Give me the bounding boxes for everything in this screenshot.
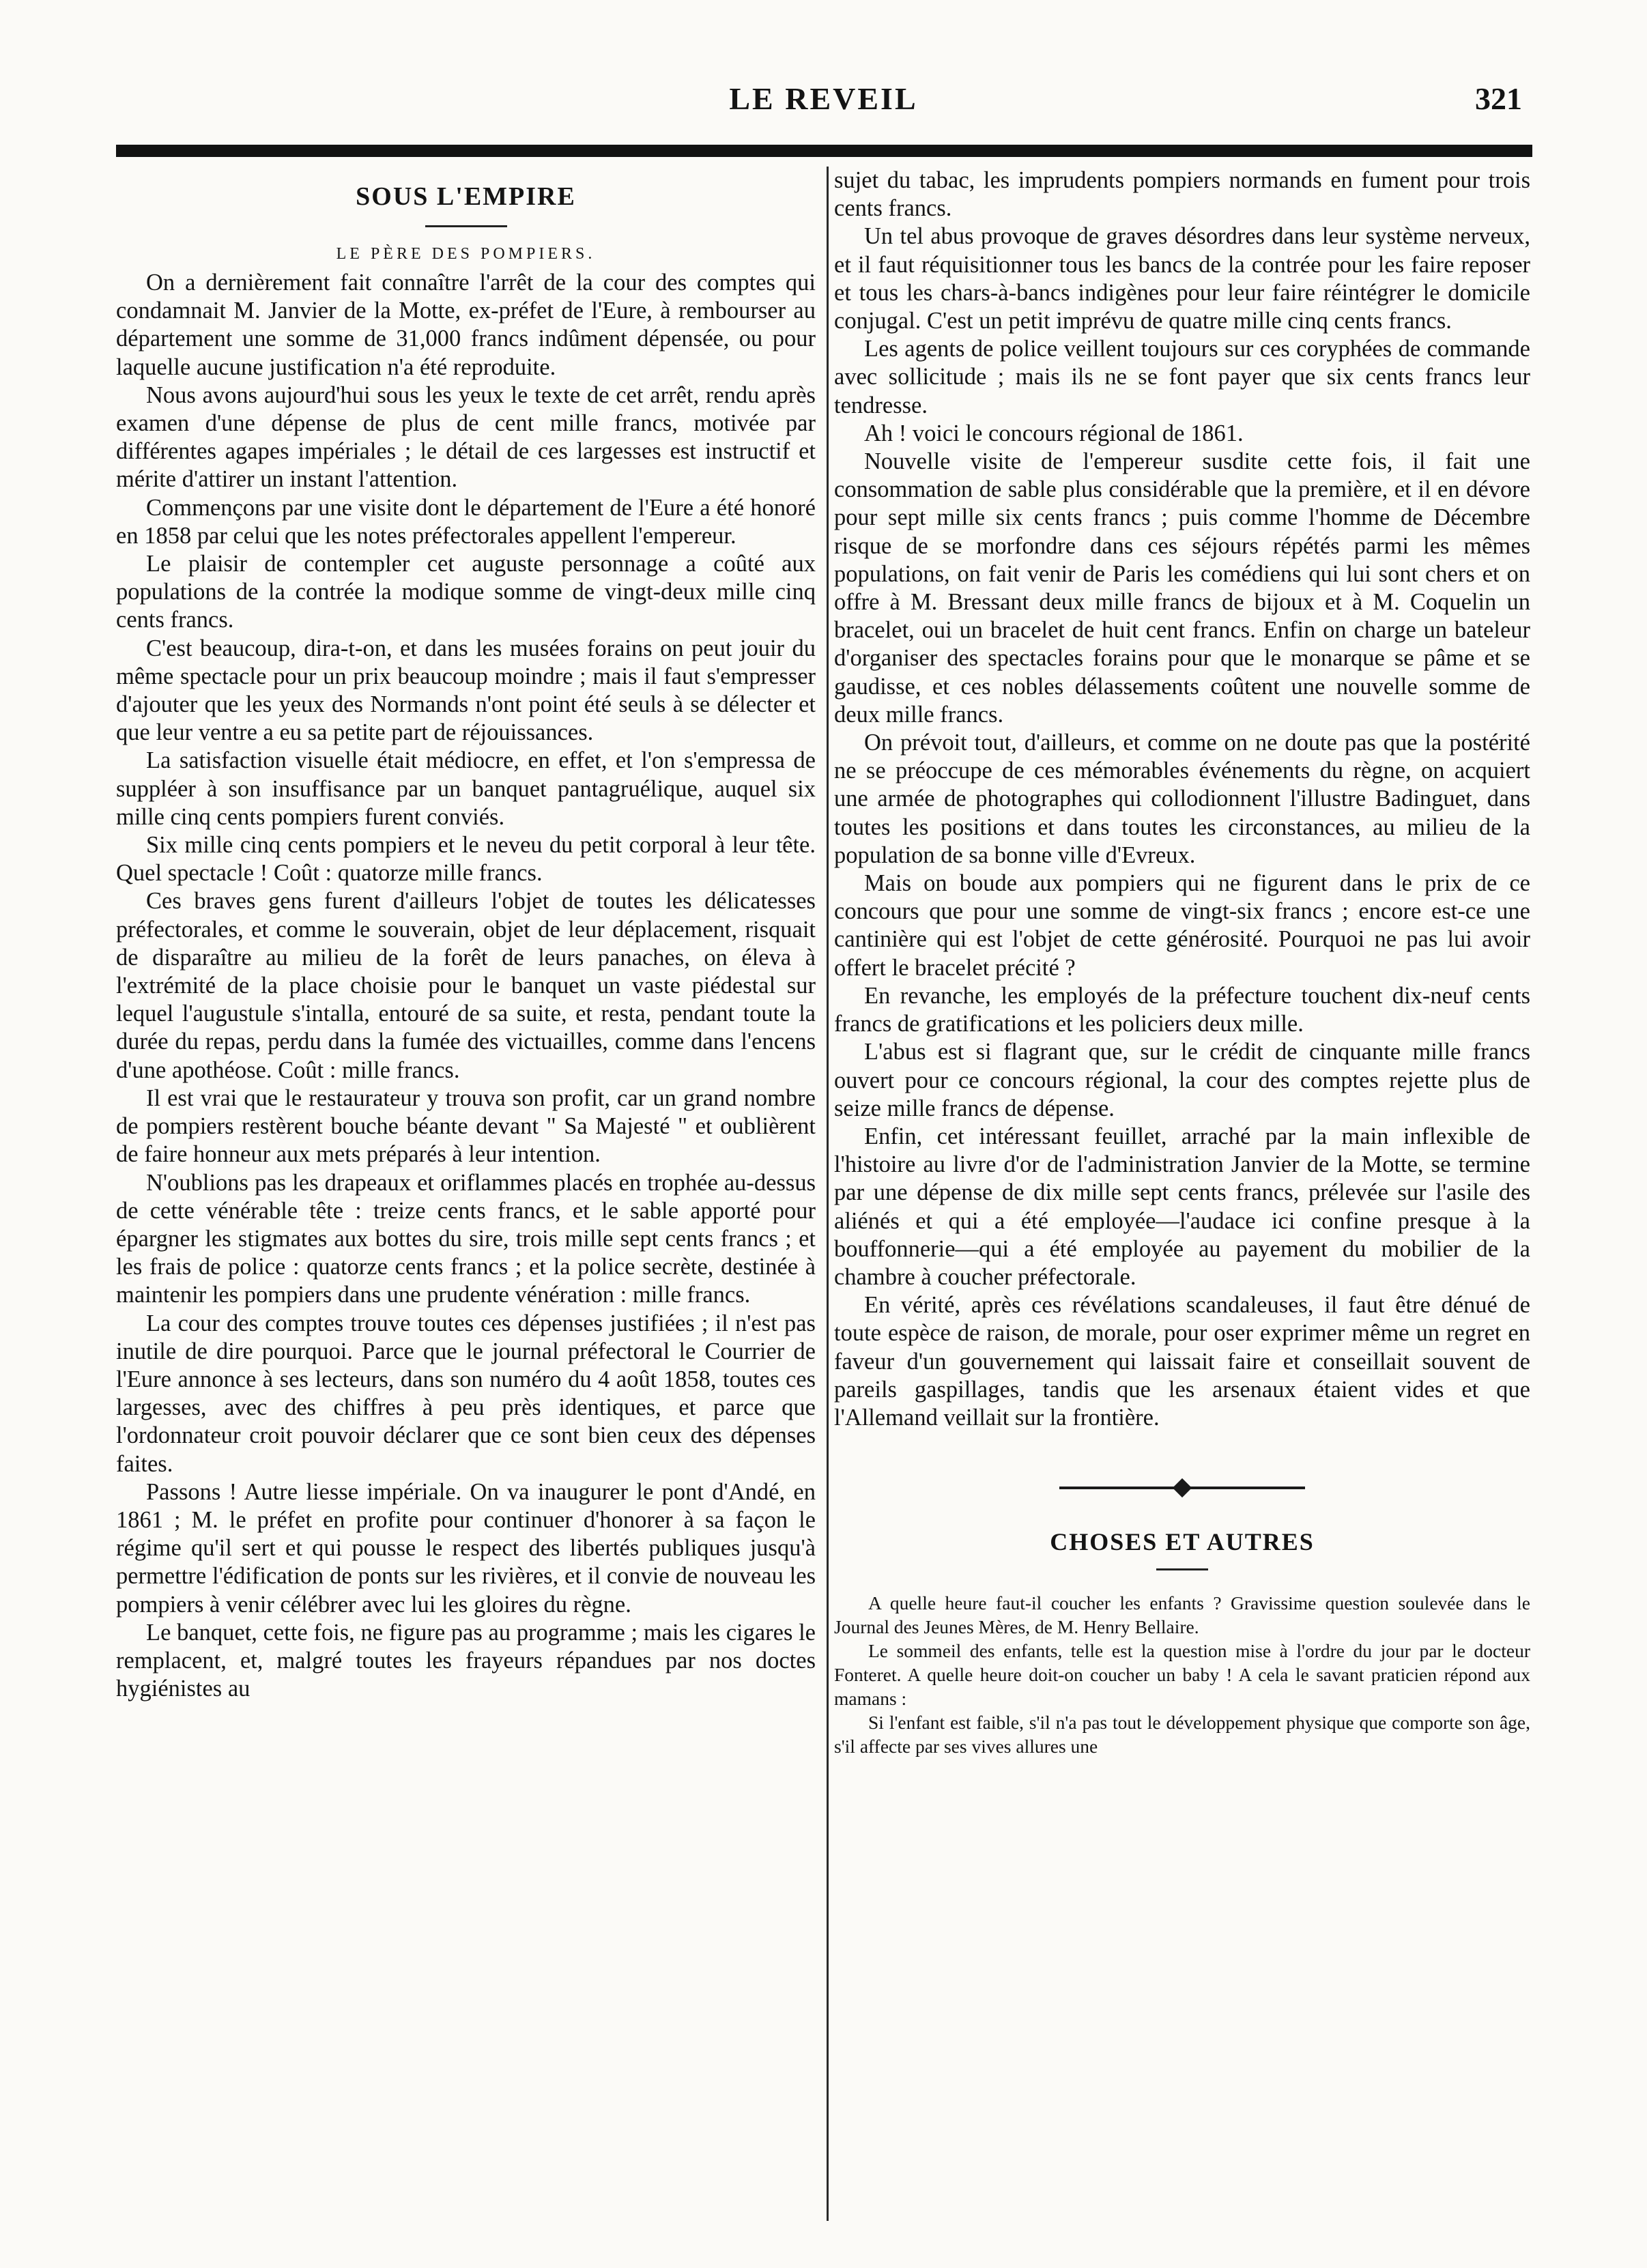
paragraph: Commençons par une visite dont le département de l'Eure a été honoré en 1858 par celui que les notes préfectorales appellent l'empereur. [116,494,816,549]
paragraph: La satisfaction visuelle était médiocre, en effet, et l'on s'empressa de suppléer à son insuffisance par un banquet pantagruélique, auquel six mille cinq cents pompiers furent conviés. [116,747,816,830]
paragraph: Mais on boude aux pompiers qui ne figurent dans le prix de ce concours que pour une somme de vingt-six francs ; encore est-ce une cantinière qui est l'objet de cette générosité. Pourquoi ne pas lui avoir offert le bracelet précité ? [834,870,1530,981]
right-column [834,167,1530,1758]
paragraph-small: Le sommeil des enfants, telle est la question mise à l'ordre du jour par le docteur Fonteret. A quelle heure doit-on coucher un baby ! A cela le savant praticien répond aux mamans : [834,1640,1530,1710]
paragraph: L'abus est si flagrant que, sur le crédit de cinquante mille francs ouvert pour ce concours régional, la cour des comptes rejette plus de seize mille francs de dépense. [834,1039,1530,1121]
paragraph: C'est beaucoup, dira-t-on, et dans les musées forains on peut jouir du même spectacle pour un prix beaucoup moindre ; mais il faut s'empresser d'ajouter que les yeux des Normands n'ont point été seuls à se délecter et que leur ventre a eu sa petite part de réjouissances. [116,635,816,746]
ornament-diamond [1173,1478,1192,1497]
page-number: 321 [1475,81,1522,116]
paragraph: Passons ! Autre liesse impériale. On va inaugurer le pont d'Andé, en 1861 ; M. le préfet en profite pour continuer d'honorer à sa façon le régime qu'il sert et qui pousse le respect des libertés publiques jusqu'à permettre l'édification de ponts sur les rivières, et il convie de nouveau les pompiers à venir célébrer avec lui les gloires du règne. [116,1478,816,1618]
title-rule [425,225,507,227]
paragraph: Nouvelle visite de l'empereur susdite cette fois, il fait une consommation de sable plus considérable que la première, et il en dévore pour sept mille six cents francs ; puis comme l'homme de Décembre risque de se morfondre dans ces séjours répétés parmi les mêmes populations, on fait venir de Paris les comédiens qui lui sont chers et on offre à M. Bressant deux mille francs de bijoux et à M. Coquelin un bracelet, oui un bracelet de huit cent francs. Enfin on charge un bateleur d'organiser des spectacles forains pour que le monarque se pâme et se gaudisse, et ces nobles délassements coûtent une nouvelle somme de deux mille francs. [834,448,1530,728]
section-ornament [834,1432,1530,1521]
article-title-2: CHOSES ET AUTRES [1050,1528,1315,1556]
journal-title: LE REVEIL [729,81,918,116]
paragraph: Ah ! voici le concours régional de 1861. [864,420,1244,446]
paragraph: Un tel abus provoque de graves désordres dans leur système nerveux, et il faut réquisitionner tous les bancs de la contrée pour les faire reposer et tous les chars-à-bancs indigènes pour leur faire réintégrer le domicile conjugal. C'est un petit imprévu de quatre mille cinq cents francs. [834,223,1530,334]
paragraph: La cour des comptes trouve toutes ces dépenses justifiées ; il n'est pas inutile de dire pourquoi. Parce que le journal préfectoral le Courrier de l'Eure annonce à ses lecteurs, dans son numéro du 4 août 1858, toutes ces largesses, avec des chiffres à peu près identiques, et parce que l'ordonnateur croit pouvoir déclarer que ce sont bien ceux des dépenses faites. [116,1310,816,1477]
article-title: SOUS L'EMPIRE [356,182,576,211]
header-rule [116,145,1532,157]
paragraph: On a dernièrement fait connaître l'arrêt de la cour des comptes qui condamnait M. Janvier de la Motte, ex-préfet de l'Eure, à rembourser au département une somme de 31,000 francs indûment dépensée, ou pour laquelle aucune justification n'a été reproduite. [116,270,816,380]
paragraph: Ces braves gens furent d'ailleurs l'objet de toutes les délicatesses préfectorales, et comme le souverain, objet de leur déplacement, risquait de disparaître au milieu de la forêt de leurs panaches, on éleva à l'extrémité de la place choisie pour le banquet un vaste piédestal sur lequel l'augustule s'intalla, entouré de sa suite, et resta, pendant toute la durée du repas, perdu dans la fumée des victuailles, comme dans l'encens d'une apothéose. Coût : mille francs. [116,888,816,1083]
paragraph: Nous avons aujourd'hui sous les yeux le texte de cet arrêt, rendu après examen d'une dépense de plus de cent mille francs, motivée par différentes agapes impériales ; le détail de ces largesses est instructif et mérite d'attirer un instant l'attention. [116,382,816,493]
paragraph-small: A quelle heure faut-il coucher les enfants ? Gravissime question soulevée dans le Journal des Jeunes Mères, de M. Henry Bellaire. [834,1592,1530,1638]
paragraph-small: Si l'enfant est faible, s'il n'a pas tout le développement physique que comporte son âge, s'il affecte par ses vives allures une [834,1712,1530,1757]
paragraph: Enfin, cet intéressant feuillet, arraché par la main inflexible de l'histoire au livre d'or de l'administration Janvier de la Motte, se termine par une dépense de dix mille sept cents francs, prélevée sur l'asile des aliénés et qui a été employée—l'audace ici confine presque à la bouffonnerie—qui a été employée au payement du mobilier de la chambre à coucher préfectorale. [834,1123,1530,1290]
paragraph-continued: sujet du tabac, les imprudents pompiers normands en fument pour trois cents francs. [834,167,1530,222]
column-divider [827,167,829,2221]
paragraph: Le banquet, cette fois, ne figure pas au programme ; mais les cigares le remplacent, et, malgré toutes les frayeurs répandues par nos doctes hygiénistes au [116,1619,816,1702]
paragraph: Le plaisir de contempler cet auguste personnage a coûté aux populations de la contrée la modique somme de vingt-deux mille cinq cents francs. [116,551,816,633]
left-column [116,173,816,1703]
paragraph: Les agents de police veillent toujours sur ces coryphées de commande avec sollicitude ; mais ils ne se font payer que six cents francs leur tendresse. [834,336,1530,418]
article-subhead: LE PÈRE DES POMPIERS. [336,245,596,263]
paragraph: En vérité, après ces révélations scandaleuses, il faut être dénué de toute espèce de raison, de morale, pour oser exprimer même un regret en faveur d'un gouvernement qui laissait faire et conseillait souvent de pareils gaspillages, tandis que les arsenaux étaient vides et que l'Allemand veillait sur la frontière. [834,1292,1530,1431]
paragraph: En revanche, les employés de la préfecture touchent dix-neuf cents francs de gratifications et les policiers deux mille. [834,982,1530,1037]
paragraph: On prévoit tout, d'ailleurs, et comme on ne doute pas que la postérité ne se préoccupe de ces mémorables événements du règne, on acquiert une armée de photographes qui collodionnent l'illustre Badinguet, dans toutes les positions et dans toutes les circonstances, au milieu de la population de sa bonne ville d'Evreux. [834,730,1530,868]
running-head [0,81,1647,121]
paragraph: N'oublions pas les drapeaux et oriflammes placés en trophée au-dessus de cette vénérable tête : treize cents francs, et le sable apporté pour épargner les stigmates aux bottes du sire, trois mille sept cents francs ; et les frais de police : quatorze cents francs ; et la police secrète, destinée à maintenir les pompiers dans une prudente vénération : mille francs. [116,1169,816,1308]
title-rule-2 [1156,1568,1208,1570]
paragraph: Il est vrai que le restaurateur y trouva son profit, car un grand nombre de pompiers restèrent bouche béante devant " Sa Majesté " et oublièrent de faire honneur aux mets préparés à leur intention. [116,1085,816,1168]
paragraph: Six mille cinq cents pompiers et le neveu du petit corporal à leur tête. Quel spectacle ! Coût : quatorze mille francs. [116,832,816,887]
